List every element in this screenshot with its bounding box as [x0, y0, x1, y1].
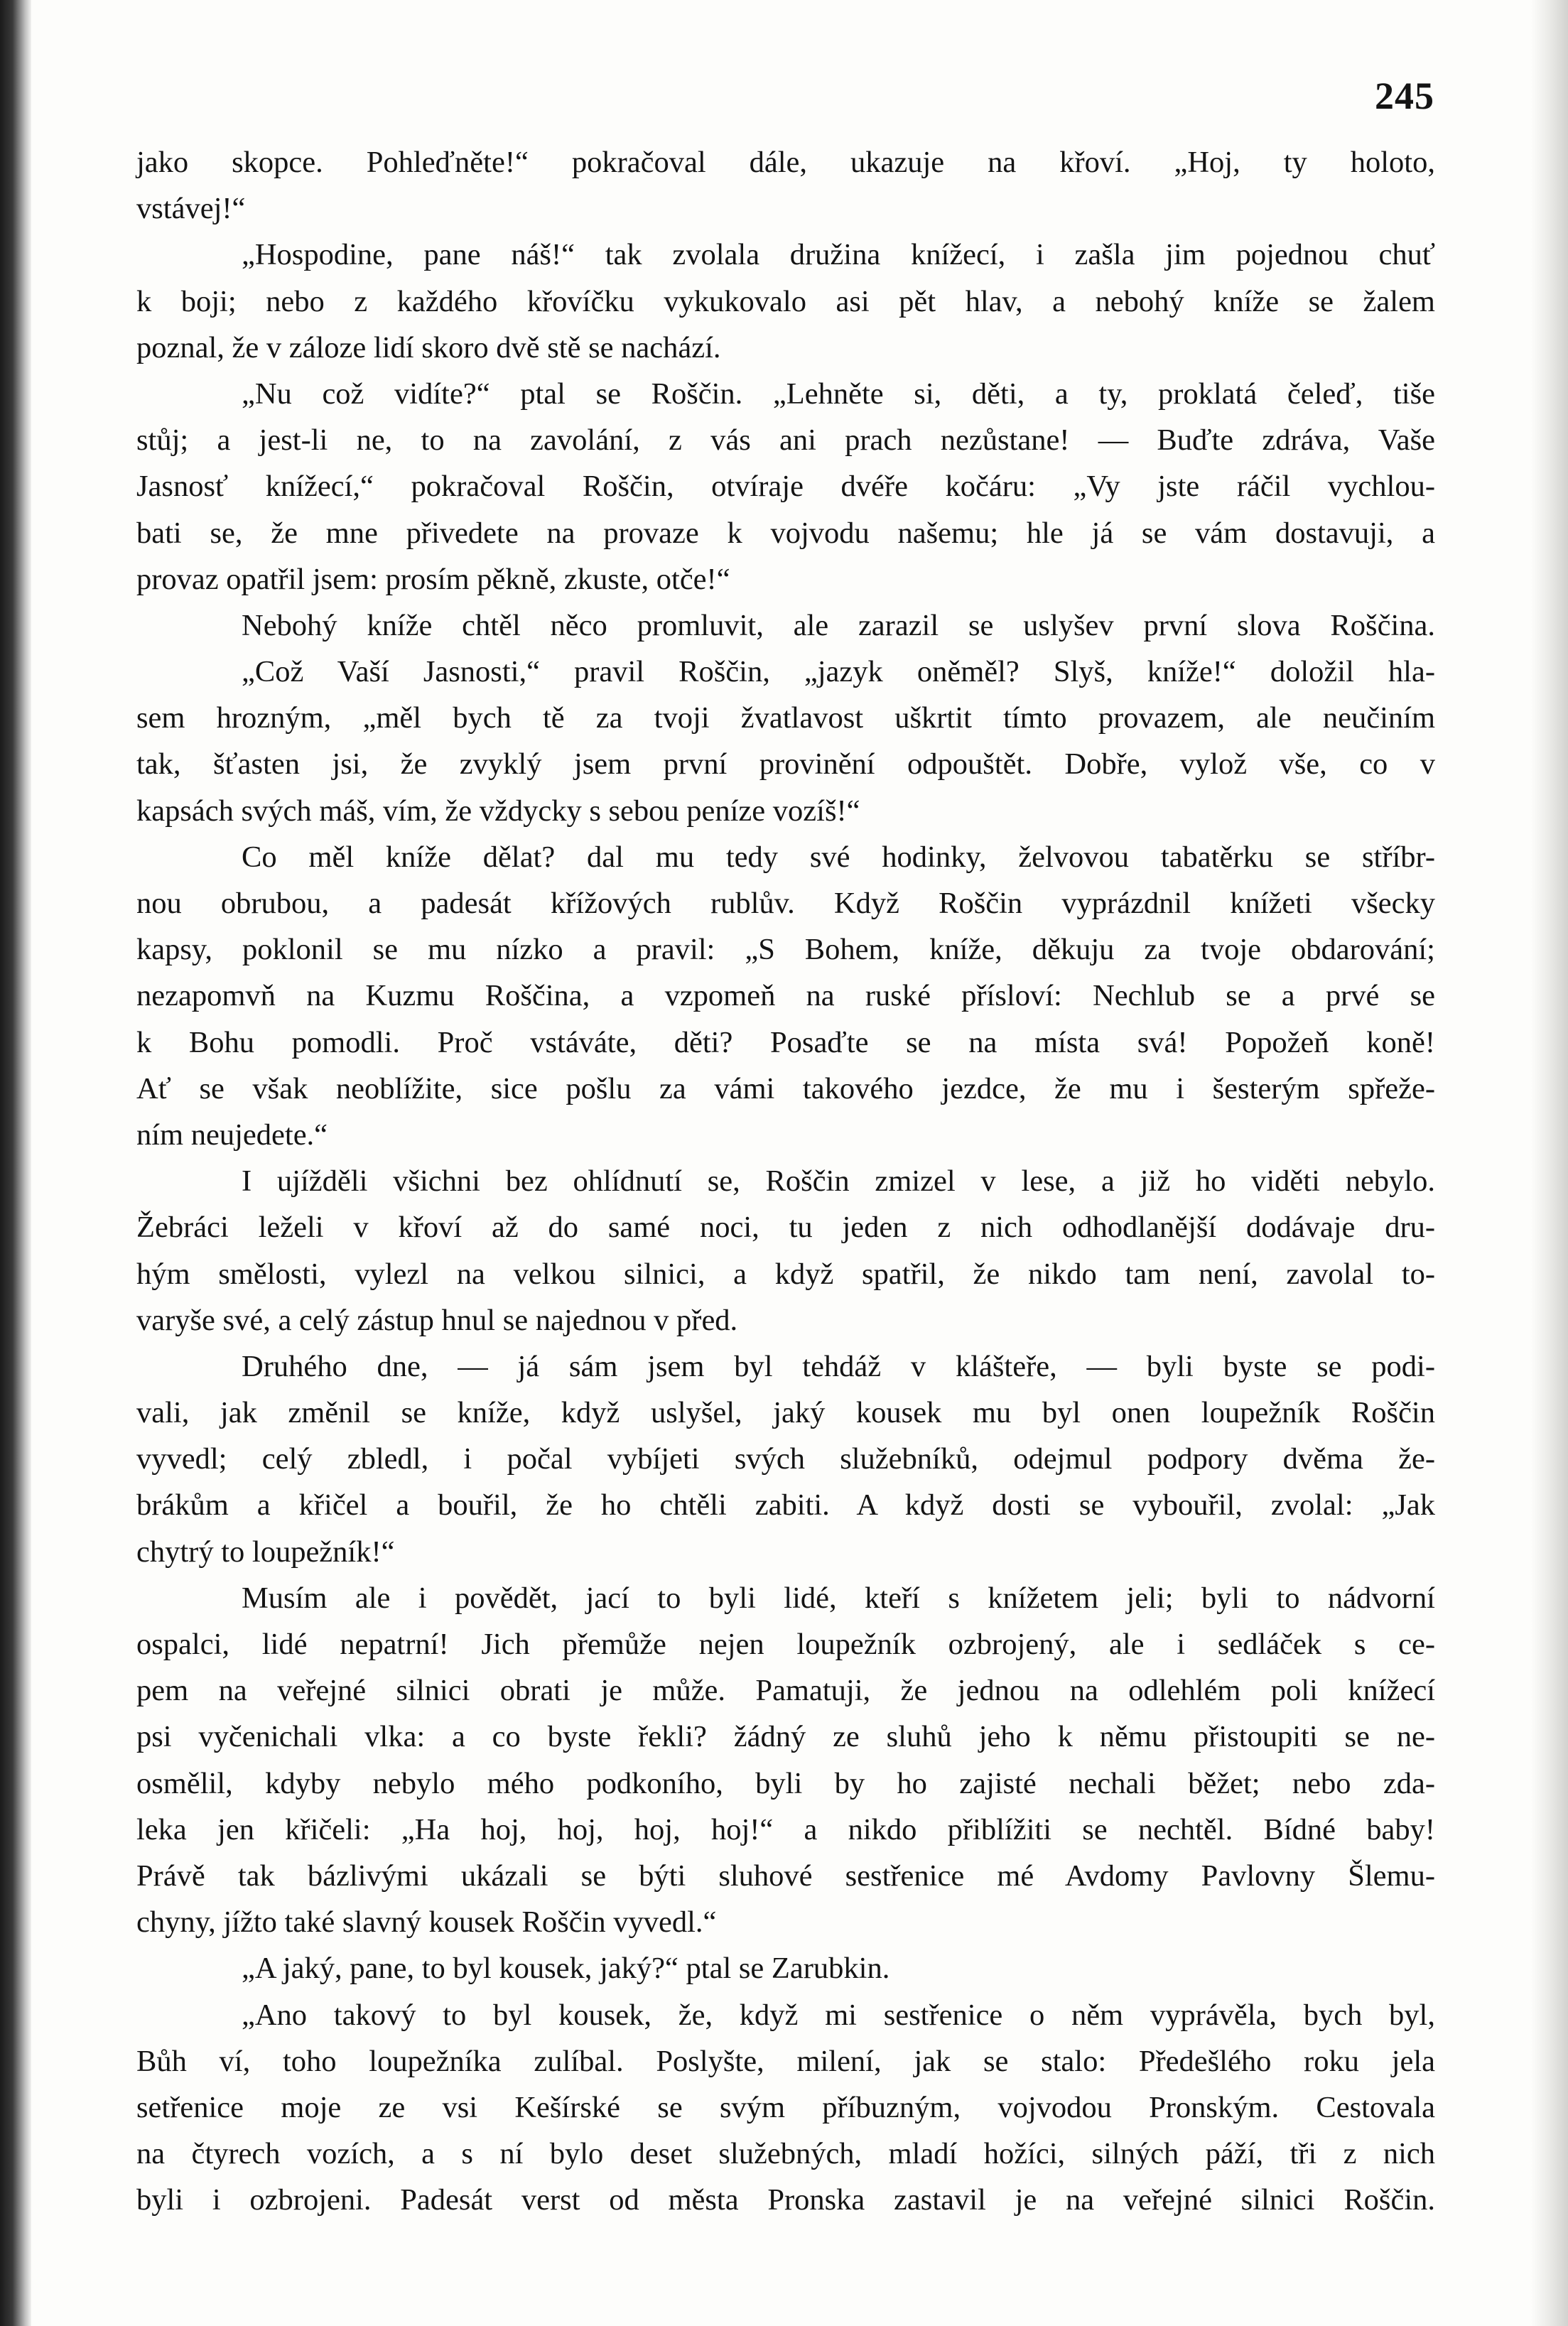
text-line: hým smělosti, vylezl na velkou silnici, a když spatřil, že nikdo tam není, zavolal to-	[136, 1257, 1435, 1291]
text-line: Druhého dne, — já sám jsem byl tehdáž v klášteře, — byli byste se podi-	[242, 1349, 1435, 1383]
text-line: Právě tak bázlivými ukázali se býti sluhové sestřenice mé Avdomy Pavlovny Šlemu-	[136, 1859, 1435, 1893]
text-line: Co měl kníže dělat? dal mu tedy své hodinky, želvovou tabatěrku se stříbr-	[242, 840, 1435, 874]
text-line: sem hrozným, „měl bych tě za tvoji žvatlavost uškrtit tímto provazem, ale neučiním	[136, 701, 1435, 735]
text-line: „Nu což vidíte?“ ptal se Roščin. „Lehněte si, děti, a ty, proklatá čeleď, tiše	[242, 377, 1435, 411]
text-line: osmělil, kdyby nebylo mého podkoního, byli by ho zajisté nechali běžet; nebo zda-	[136, 1766, 1435, 1800]
text-line: tak, šťasten jsi, že zvyklý jsem první provinění odpouštět. Dobře, vylož vše, co v	[136, 747, 1435, 781]
text-line: ním neujedete.“	[136, 1118, 328, 1152]
text-line: psi vyčenichali vlka: a co byste řekli? žádný ze sluhů jeho k němu přistoupiti se ne-	[136, 1720, 1435, 1754]
text-line: kapsách svých máš, vím, že vždycky s sebou peníze vozíš!“	[136, 794, 860, 828]
text-line: Žebráci leželi v křoví až do samé noci, tu jeden z nich odhodlanější dodávaje dru-	[136, 1211, 1435, 1245]
text-line: nezapomvň na Kuzmu Roščina, a vzpomeň na ruské přísloví: Nechlub se a prvé se	[136, 979, 1435, 1013]
text-line: leka jen křičeli: „Ha hoj, hoj, hoj, hoj!“ a nikdo přiblížiti se nechtěl. Bídné baby!	[136, 1812, 1435, 1846]
page-binding-shadow	[0, 0, 31, 2326]
text-line: brákům a křičel a bouřil, že ho chtěli zabiti. A když dosti se vybouřil, zvolal: „Jak	[136, 1488, 1435, 1522]
text-line: stůj; a jest-li ne, to na zavolání, z vás ani prach nezůstane! — Buďte zdráva, Vaše	[136, 423, 1435, 458]
text-line: vyvedl; celý zbledl, i počal vybíjeti svých služebníků, odejmul podpory dvěma že-	[136, 1442, 1435, 1476]
text-line: Nebohý kníže chtěl něco promluvit, ale zarazil se uslyšev první slova Roščina.	[242, 608, 1435, 642]
text-line: nou obrubou, a padesát křížových rublův. Když Roščin vyprázdnil knížeti všecky	[136, 887, 1435, 920]
text-line: bati se, že mne přivedete na provaze k vojvodu našemu; hle já se vám dostavuji, a	[136, 516, 1435, 550]
text-line: chytrý to loupežník!“	[136, 1535, 395, 1569]
text-line: k boji; nebo z každého křovíčku vykukovalo asi pět hlav, a nebohý kníže se žalem	[136, 284, 1435, 318]
text-line: varyše své, a celý zástup hnul se najednou v před.	[136, 1303, 738, 1337]
text-line: kapsy, poklonil se mu nízko a pravil: „S Bohem, kníže, děkuju za tvoje obdarování;	[136, 933, 1435, 967]
text-line: „Ano takový to byl kousek, že, když mi sestřenice o něm vyprávěla, bych byl,	[242, 1998, 1435, 2032]
text-line: provaz opatřil jsem: prosím pěkně, zkuste, otče!“	[136, 562, 730, 596]
body-text	[136, 139, 1435, 2223]
text-line: vstávej!“	[136, 192, 246, 226]
text-line: byli i ozbrojeni. Padesát verst od města Pronska zastavil je na veřejné silnici Roščin.	[136, 2183, 1435, 2217]
text-line: Jasnosť knížecí,“ pokračoval Roščin, otvíraje dvéře kočáru: „Vy jste ráčil vychlou-	[136, 470, 1435, 504]
text-line: Bůh ví, toho loupežníka zulíbal. Poslyšte, milení, jak se stalo: Předešlého roku jela	[136, 2044, 1435, 2078]
text-line: „A jaký, pane, to byl kousek, jaký?“ ptal se Zarubkin.	[242, 1952, 890, 1986]
page-number: 245	[1375, 75, 1434, 117]
text-line: k Bohu pomodli. Proč vstáváte, děti? Posaďte se na místa svá! Popožeň koně!	[136, 1025, 1435, 1059]
page-edge-shadow	[1531, 0, 1568, 2326]
text-line: jako skopce. Pohleďněte!“ pokračoval dále, ukazuje na křoví. „Hoj, ty holoto,	[136, 146, 1435, 179]
text-line: I ujížděli všichni bez ohlídnutí se, Roščin zmizel v lese, a již ho viděti nebylo.	[242, 1164, 1435, 1199]
text-line: Musím ale i povědět, jací to byli lidé, kteří s knížetem jeli; byli to nádvorní	[242, 1581, 1435, 1615]
text-line: poznal, že v záloze lidí skoro dvě stě se nachází.	[136, 330, 721, 364]
text-line: setřenice moje ze vsi Kešírské se svým příbuzným, vojvodou Pronským. Cestovala	[136, 2090, 1435, 2124]
text-line: pem na veřejné silnici obrati je může. Pamatuji, že jednou na odlehlém poli knížecí	[136, 1674, 1435, 1708]
text-line: na čtyrech vozích, a s ní bylo deset služebných, mladí hožíci, silných páží, tři z nich	[136, 2137, 1435, 2171]
text-line: chyny, jížto také slavný kousek Roščin vyvedl.“	[136, 1905, 717, 1940]
text-line: vali, jak změnil se kníže, když uslyšel, jaký kousek mu byl onen loupežník Roščin	[136, 1396, 1435, 1430]
text-line: „Což Vaší Jasnosti,“ pravil Roščin, „jazyk oněměl? Slyš, kníže!“ doložil hla-	[242, 655, 1435, 689]
text-line: „Hospodine, pane náš!“ tak zvolala družina knížecí, i zašla jim pojednou chuť	[242, 238, 1435, 272]
text-line: ospalci, lidé nepatrní! Jich přemůže nejen loupežník ozbrojený, ale i sedláček s ce-	[136, 1628, 1435, 1661]
text-line: Ať se však neoblížite, sice pošlu za vámi takového jezdce, že mu i šesterým spřeže-	[136, 1071, 1435, 1105]
